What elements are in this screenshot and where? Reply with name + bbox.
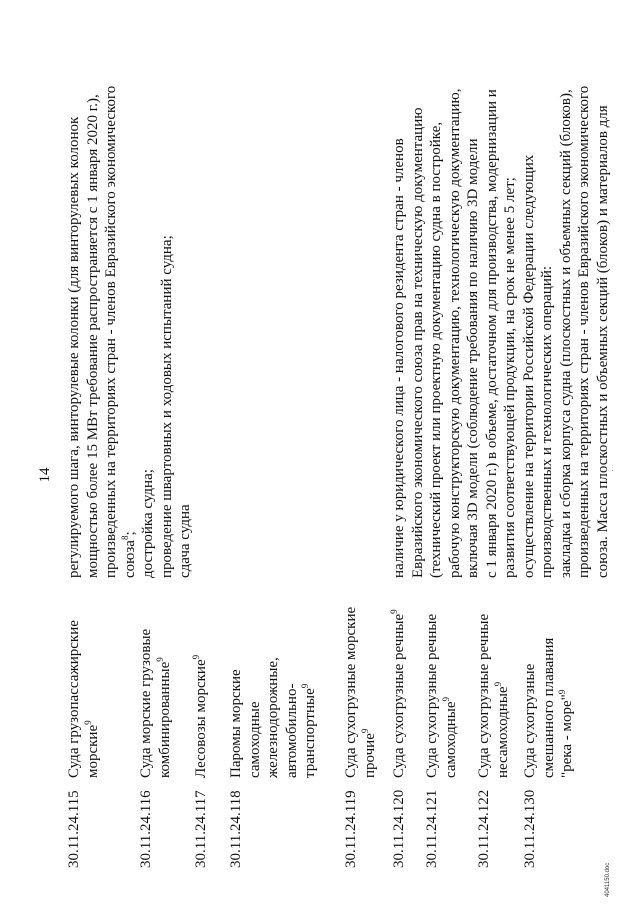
page-number: 14 <box>37 467 53 483</box>
product-name: Лесовозы морские$^9$ <box>191 654 209 778</box>
okpd-code: 30.11.24.119 <box>343 790 359 868</box>
footnote-mark: 9 <box>359 728 370 734</box>
footnote-mark: 9 <box>557 689 567 695</box>
footnote-mark: 9 <box>440 696 451 702</box>
product-name: Суда сухогрузные речные$^9$ <box>389 609 407 778</box>
footnote-mark: 8 <box>119 535 130 541</box>
okpd-code: 30.11.24.115 <box>66 790 82 868</box>
product-name: Суда сухогрузные речные несамоходные$^9$ <box>476 613 511 778</box>
product-name: Суда сухогрузные морские прочие$^9$ <box>343 606 378 778</box>
okpd-code: 30.11.24.120 <box>391 789 407 868</box>
okpd-code: 30.11.24.122 <box>476 789 492 868</box>
footnote-mark: 9 <box>300 683 310 689</box>
footnote-mark: 9 <box>492 681 503 687</box>
product-name: Суда грузопассажирские морские$^9$ <box>66 620 101 778</box>
product-name: Суда сухогрузные смешанного плавания "река - море"$^9$ <box>522 637 575 778</box>
okpd-code: 30.11.24.121 <box>424 789 440 868</box>
footnote-mark: 9 <box>154 657 165 662</box>
document-sheet <box>37 42 611 868</box>
product-name: Паромы морские самоходные железнодорожные, автомобильно- транспортные$^9$ <box>228 657 318 778</box>
footnote-mark: 9 <box>82 720 93 725</box>
footnote-mark: 9 <box>191 654 201 660</box>
scan-speck <box>612 470 613 471</box>
requirements-text: наличие у юридического лица - налогового резидента стран - членов Евразийского экономического союза прав на техническую документацию (технический проект или проектную документацию судна в постройке, рабочую конструкторскую документацию, технологическую документацию, включая 3D модели (соблюдение требования по наличию 3D модели с 1 января 2020 г.) в объеме, достаточном для производства, модернизации и развития соответствующей продукции, на срок не менее 5 лет; осуществление на территории Российской Федерации следующих производственных и технологических операций: закладка и сборка корпуса судна (плоскостных и объемных секций (блоков), произведенных на территориях стран - членов Евразийского экономического союза. Масса плоскостных и объемных секций (блоков) и материалов для <box>391 85 611 578</box>
okpd-code: 30.11.24.116 <box>138 790 154 868</box>
document-id: 4041150.doc <box>605 862 611 897</box>
okpd-code: 30.11.24.118 <box>228 790 244 868</box>
okpd-code: 30.11.24.117 <box>193 790 209 868</box>
requirements-text: регулируемого шага, винторулевые колонки (для винторулевых колонок мощностью более 15 МВт требование распространяется с 1 января 2020 г.), произведенных на территориях стран - членов Евразийского экономического союза$^8$; достройка судна; проведение швартовных и ходовых испытаний судна; сдача судна <box>66 85 193 578</box>
product-name: Суда сухогрузные речные самоходные$^9$ <box>424 613 459 778</box>
footnote-mark: 9 <box>389 609 399 614</box>
okpd-code: 30.11.24.130 <box>522 789 538 868</box>
product-name: Суда морские грузовые комбинированные$^9$ <box>138 628 173 778</box>
